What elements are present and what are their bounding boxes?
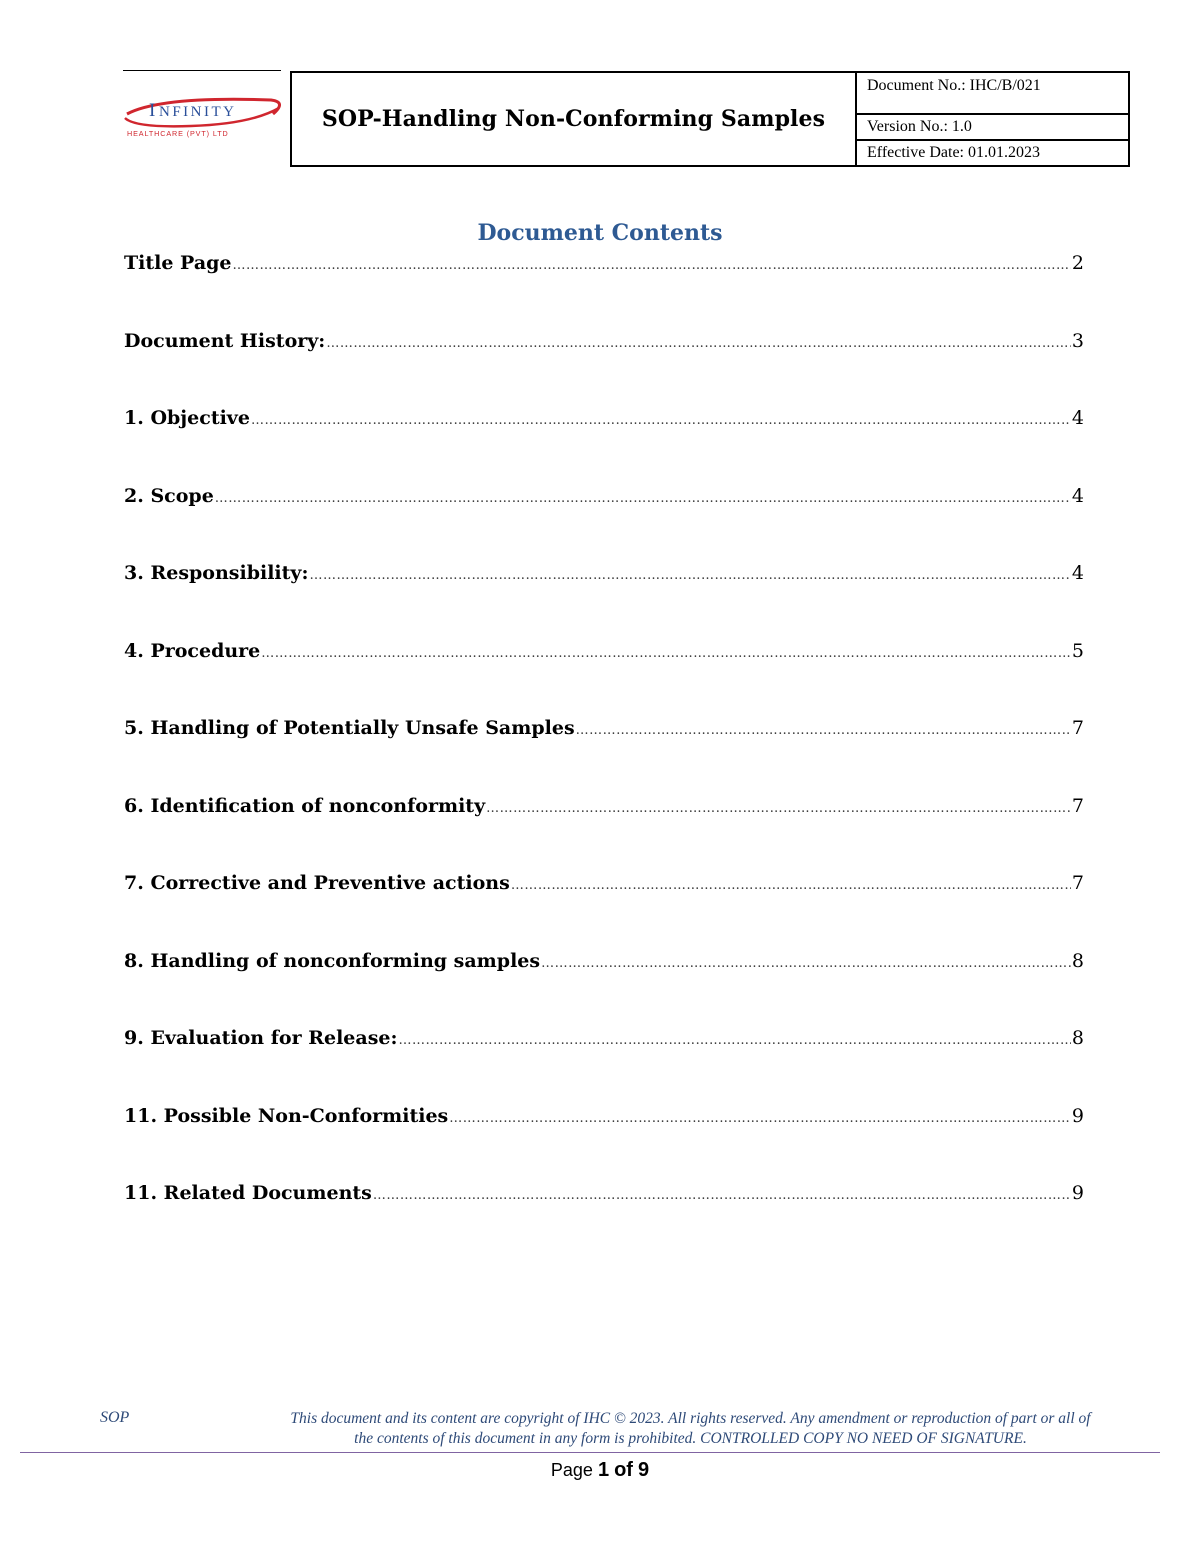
toc-entry[interactable] [124,640,1084,668]
toc-entry[interactable] [124,872,1084,900]
toc-leader-dots [486,801,1071,816]
footer-divider [20,1452,1160,1453]
toc-leader-dots [511,878,1071,893]
toc-entry-page: 7 [1071,794,1084,817]
toc-leader-dots [449,1111,1071,1126]
toc-entry[interactable] [124,330,1084,358]
toc-entry[interactable] [124,485,1084,513]
logo-top-rule [123,70,281,71]
toc-leader-dots [261,646,1071,661]
toc-entry-label: 8. Handling of nonconforming samples [124,949,541,972]
toc-leader-dots [326,336,1071,351]
toc-entry-page: 3 [1071,329,1084,352]
toc-entry[interactable] [124,950,1084,978]
document-title-cell [292,73,857,165]
toc-entry-page: 7 [1071,872,1084,894]
toc-entry-label: 11. Possible Non-Conformities [124,1104,449,1127]
toc-entry-page: 9 [1071,1104,1084,1127]
toc-leader-dots [233,258,1071,273]
page-current: 1 [597,1459,610,1481]
effective-date: Effective Date: 01.01.2023 [867,144,1040,161]
toc-entry-label: 9. Evaluation for Release: [124,1027,398,1049]
footer-copyright-line-2: the contents of this document in any form is prohibited. CONTROLLED COPY NO NEED OF SIGNATURE. [354,1430,1027,1447]
page-number [0,1459,1200,1482]
page-prefix: Page [550,1460,593,1480]
toc-leader-dots [399,1033,1071,1048]
svg-text:HEALTHCARE (PVT) LTD: HEALTHCARE (PVT) LTD [127,129,229,138]
toc-entry-label: 2. Scope [124,484,214,507]
toc-leader-dots [215,491,1071,506]
toc-entry-page: 4 [1071,562,1084,584]
toc-entry-page: 7 [1071,717,1084,739]
svg-text:I: I [149,100,158,121]
page-total: 9 [637,1459,650,1481]
toc-entry-label: Document History: [124,329,326,352]
page-of: of [614,1459,633,1481]
toc-entry[interactable] [124,252,1084,280]
toc-entry-page: 8 [1071,1027,1084,1049]
toc-entry-label: 3. Responsibility: [124,562,309,584]
toc-entry[interactable] [124,717,1084,745]
toc-entry-label: 11. Related Documents [124,1182,372,1204]
toc-entry-label: Title Page [124,252,232,274]
toc-entry[interactable] [124,1105,1084,1133]
toc-leader-dots [373,1188,1071,1203]
toc-entry-page: 2 [1071,252,1084,274]
contents-heading: Document Contents [477,220,723,246]
toc-leader-dots [309,568,1070,583]
toc-entry[interactable] [124,795,1084,823]
toc-entry-label: 1. Objective [124,407,250,429]
toc-entry-page: 8 [1071,949,1084,972]
toc-entry-label: 5. Handling of Potentially Unsafe Samples [124,717,575,739]
toc-entry[interactable] [124,1182,1084,1210]
toc-leader-dots [541,956,1071,971]
company-logo [121,94,283,142]
version-number: Version No.: 1.0 [857,115,1128,141]
toc-entry-label: 7. Corrective and Preventive actions [124,872,510,894]
footer-copyright [228,1409,1153,1449]
toc-entry-page: 4 [1071,407,1084,429]
document-title: SOP-Handling Non-Conforming Samples [321,106,826,132]
toc-entry-label: 6. Identification of nonconformity [124,794,486,817]
toc-entry[interactable] [124,1027,1084,1055]
document-meta-cell [857,73,1128,165]
footer-sop-label: SOP [100,1409,130,1426]
toc-leader-dots [251,413,1071,428]
toc-entry-page: 9 [1071,1182,1084,1204]
toc-entry[interactable] [124,562,1084,590]
toc-entry-label: 4. Procedure [124,639,261,662]
document-number: Document No.: IHC/B/021 [857,73,1128,115]
svg-text:NFINITY: NFINITY [159,104,237,120]
document-header-table [290,71,1130,167]
toc-leader-dots [576,723,1071,738]
footer-copyright-line-1: This document and its content are copyright of IHC © 2023. All rights reserved. Any amendment or reproduction of part or all of [290,1410,1091,1427]
toc-entry-page: 5 [1071,639,1084,662]
toc-entry[interactable] [124,407,1084,435]
toc-entry-page: 4 [1071,484,1084,507]
